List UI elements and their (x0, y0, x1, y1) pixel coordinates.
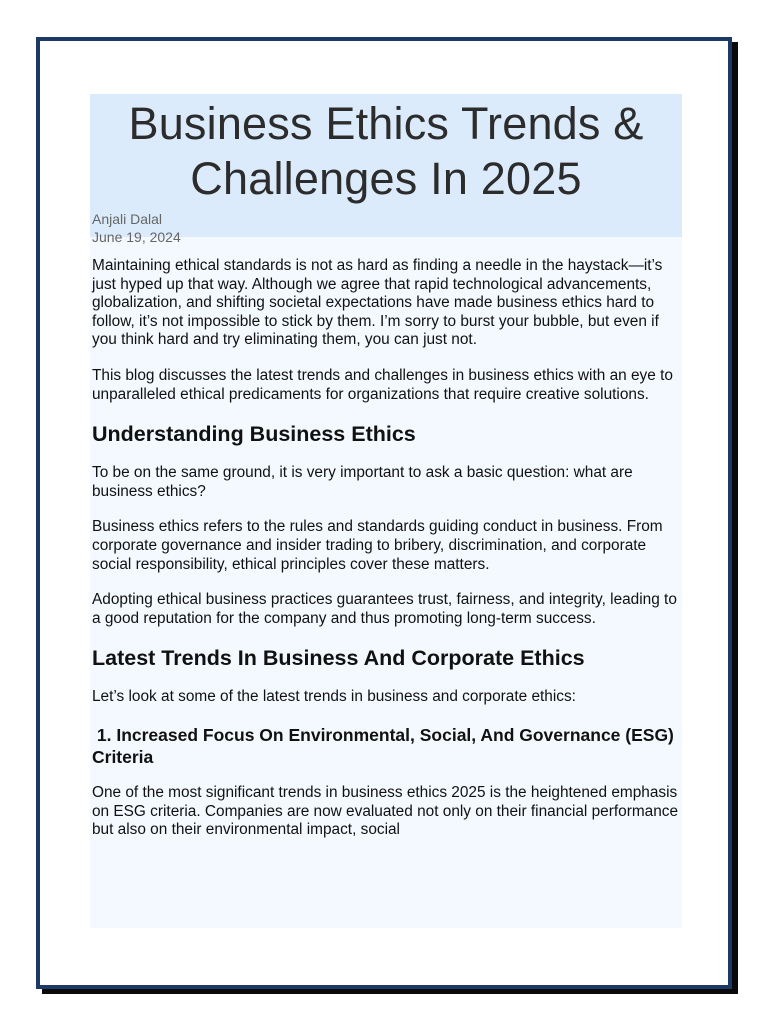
article-header (90, 94, 682, 245)
title-line-1: Business Ethics Trends & (128, 98, 644, 149)
section1-paragraph-3: Adopting ethical business practices guarantees trust, fairness, and integrity, leading to a good reputation for the company and thus promoting long-term success. (92, 591, 677, 627)
author-name: Anjali Dalal (92, 211, 163, 227)
document-page (36, 37, 732, 989)
article-body (90, 237, 682, 840)
section1-paragraph-2: Business ethics refers to the rules and standards guiding conduct in business. From corporate governance and insider trading to bribery, discrimination, and corporate social responsibility, ethical principles cover these matters. (92, 518, 663, 573)
section-heading-understanding: Understanding Business Ethics (92, 422, 416, 447)
article-content (90, 94, 682, 928)
intro-paragraph-1: Maintaining ethical standards is not as hard as finding a needle in the haystack—it’s just hyped up that way. Although we agree that rapid technological advancements, globalization, and shifting societal expectations have made business ethics hard to follow, it’s not impossible to stick by them. I’m sorry to burst your bubble, but even if you think hard and try eliminating them, you can just not. (92, 257, 663, 349)
title-line-2: Challenges In 2025 (190, 153, 582, 204)
publish-date: June 19, 2024 (92, 229, 181, 245)
intro-paragraph-2: This blog discusses the latest trends and challenges in business ethics with an eye to unparalleled ethical predicaments for organizations that require creative solutions. (92, 366, 673, 403)
section1-paragraph-1: To be on the same ground, it is very important to ask a basic question: what are business ethics? (92, 464, 633, 500)
article-title (92, 96, 680, 206)
subsection1-paragraph-1: One of the most significant trends in business ethics 2025 is the heightened emphasis on ESG criteria. Companies are now evaluated not only on their financial performance but also on their environmental impact, social (92, 783, 679, 839)
subsection-heading-esg: 1. Increased Focus On Environmental, Social, And Governance (ESG) Criteria (92, 724, 679, 767)
section-heading-latest-trends: Latest Trends In Business And Corporate Ethics (92, 646, 585, 671)
section2-paragraph-1: Let’s look at some of the latest trends in business and corporate ethics: (92, 688, 576, 706)
